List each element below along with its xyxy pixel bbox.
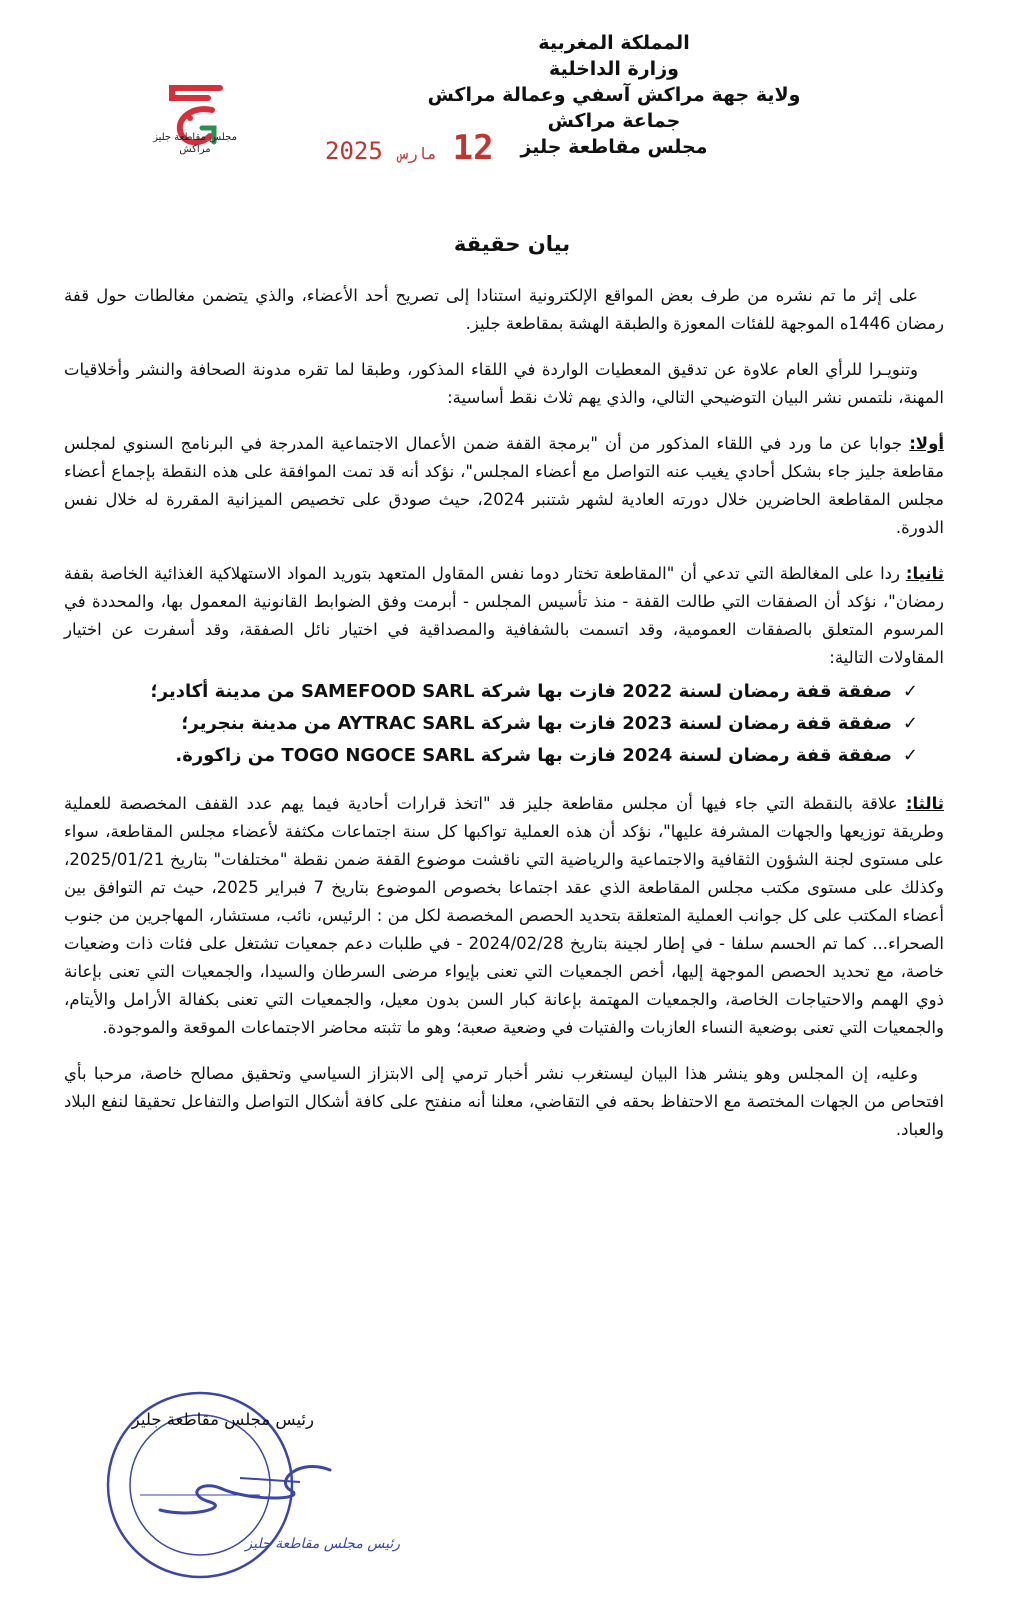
contract-2022: صفقة قفة رمضان لسنة 2022 فازت بها شركة SAMEFOOD SARL من مدينة أكادير؛	[150, 681, 892, 702]
date-month: مارس	[398, 144, 437, 163]
date-year: 2025	[325, 137, 383, 165]
logo-caption	[140, 132, 250, 156]
check-icon: ✓	[902, 681, 918, 702]
closing-paragraph: وعليه، إن المجلس وهو ينشر هذا البيان ليستغرب نشر أخبار ترمي إلى الابتزاز السياسي وتحقيق مصالح خاصة، مرحبا بأي افتحاص من الجهات المختصة مع الاحتفاظ بحقه في التقاضي، معلنا أنه منفتح على كافة أشكال التواصل والتفاعل تحقيقا لنفع البلاد والعباد.	[64, 1064, 944, 1139]
intro-paragraph-2: وتنويـرا للرأي العام علاوة عن تدقيق المعطيات الواردة في اللقاء المذكور، وطبقا لما تقره مدونة الصحافة والنشر وأخلاقيات المهنة، نلتمس نشر البيان التوضيحي التالي، والذي يهم ثلاث نقط أساسية:	[64, 360, 944, 407]
contract-2024: صفقة قفة رمضان لسنة 2024 فازت بها شركة TOGO NGOCE SARL من زاكورة.	[175, 745, 892, 766]
point-third	[64, 790, 944, 1042]
letterhead-line-council: مجلس مقاطعة جليز	[520, 136, 708, 158]
document-title: بيان حقيقة	[453, 232, 571, 256]
point-first-lead: أولا:	[909, 434, 944, 453]
point-first-text: جوابا عن ما ورد في اللقاء المذكور من أن "برمجة القفة ضمن الأعمال الاجتماعية المدرجة في البرنامج السنوي لمجلس مقاطعة جليز جاء بشكل أحادي يغيب عنه التواصل مع أعضاء المجلس"، نؤكد أنه قد تمت الموافقة على هذه النقطة بإجماع أعضاء مجلس المقاطعة الحاضرين خلال دورته العادية لشهر شتنبر 2024، حيث صودق على تخصيص الميزانية المقررة له خلال نفس الدورة.	[64, 434, 944, 537]
letterhead-line-ministry: وزارة الداخلية	[549, 58, 679, 80]
point-third-lead: ثالثا:	[905, 794, 944, 813]
point-third-text: علاقة بالنقطة التي جاء فيها أن مجلس مقاطعة جليز قد "اتخذ قرارات أحادية فيما يهم عدد القفف المخصصة للعملية وطريقة توزيعها والجهات المشرفة عليها"، نؤكد أن هذه العملية تواكبها كل سنة اجتماعات مكثفة لأعضاء مجلس المقاطعة، سواء على مستوى لجنة الشؤون الثقافية والاجتماعية والرياضية التي ناقشت موضوع القفة ضمن نقطة "مختلفات" بتاريخ 2025/01/21، وكذلك على مستوى مكتب مجلس المقاطعة الذي عقد اجتماعا بخصوص الموضوع بتاريخ 7 فبراير 2025، حيث تم التوافق بين أعضاء المكتب على كل جوانب العملية المتعلقة بتحديد الحصص المخصصة لكل من : الرئيس، نائب، مستشار، المهاجرين من جنوب الصحراء... كما تم الحسم سلفا - في إطار لجينة بتاريخ 2024/02/28 - في طلبات دعم جمعيات تشتغل على فئات ذات وضعيات خاصة، مع تحديد الحصص الموجهة إليها، أخص الجمعيات التي تعنى بإيواء مرضى السرطان والسيدا، والجمعيات التي تعنى بإعانة ذوي الهمم والاحتياجات الخاصة، والجمعيات المهتمة بإعانة كبار السن بدون معيل، والجمعيات التي تعنى بكفالة الأرامل والأيتام، والجمعيات التي تعنى بوضعية النساء العازبات والفتيات في وضعية صعبة؛ وهو ما تثبته محاضر الاجتماعات الموقعة والموجودة.	[64, 794, 944, 1037]
list-item	[64, 708, 918, 740]
check-icon: ✓	[902, 745, 918, 766]
contract-2023: صفقة قفة رمضان لسنة 2023 فازت بها شركة AYTRAC SARL من مدينة بنجرير؛	[181, 713, 892, 734]
logo-caption-line1: مجلس مقاطعة جليز	[153, 132, 237, 143]
check-icon: ✓	[902, 713, 918, 734]
list-item	[64, 676, 918, 708]
point-second	[64, 560, 944, 672]
contract-list	[64, 676, 944, 772]
signatory-title: رئيس مجلس مقاطعة جليز	[131, 1410, 314, 1429]
date-day: 12	[452, 128, 494, 168]
logo-caption-line2: مراكش	[179, 144, 211, 155]
point-second-lead: ثانيا:	[905, 564, 944, 583]
point-second-text: ردا على المغالطة التي تدعي أن "المقاطعة تختار دوما نفس المقاول المتعهد بتوريد المواد الاستهلاكية الغذائية الخاصة بقفة رمضان"، نؤكد أن الصفقات التي طالت القفة - منذ تأسيس المجلس - أبرمت وفق الضوابط القانونية المعمول بها، والمحددة في المرسوم المتعلق بالصفقات العمومية، وقد اتسمت بالشفافية والمصداقية في اختيار نائل الصفقة، وقد أسفرت عن اختيار المقاولات التالية:	[64, 564, 944, 667]
handwritten-date	[325, 128, 494, 168]
point-first	[64, 430, 944, 542]
document-body	[64, 282, 944, 1162]
list-item	[64, 740, 918, 772]
stamp-role: رئيس مجلس مقاطعة جليز	[245, 1536, 400, 1552]
letterhead-line-wilaya: ولاية جهة مراكش آسفي وعمالة مراكش	[427, 84, 801, 106]
letterhead-line-kingdom: المملكة المغربية	[538, 32, 690, 54]
intro-paragraph-1: على إثر ما تم نشره من طرف بعض المواقع الإلكترونية استنادا إلى تصريح أحد الأعضاء، والذي يتضمن مغالطات حول قفة رمضان 1446ه الموجهة للفئات المعوزة والطبقة الهشة بمقاطعة جليز.	[64, 286, 944, 333]
letterhead-line-commune: جماعة مراكش	[547, 110, 681, 132]
